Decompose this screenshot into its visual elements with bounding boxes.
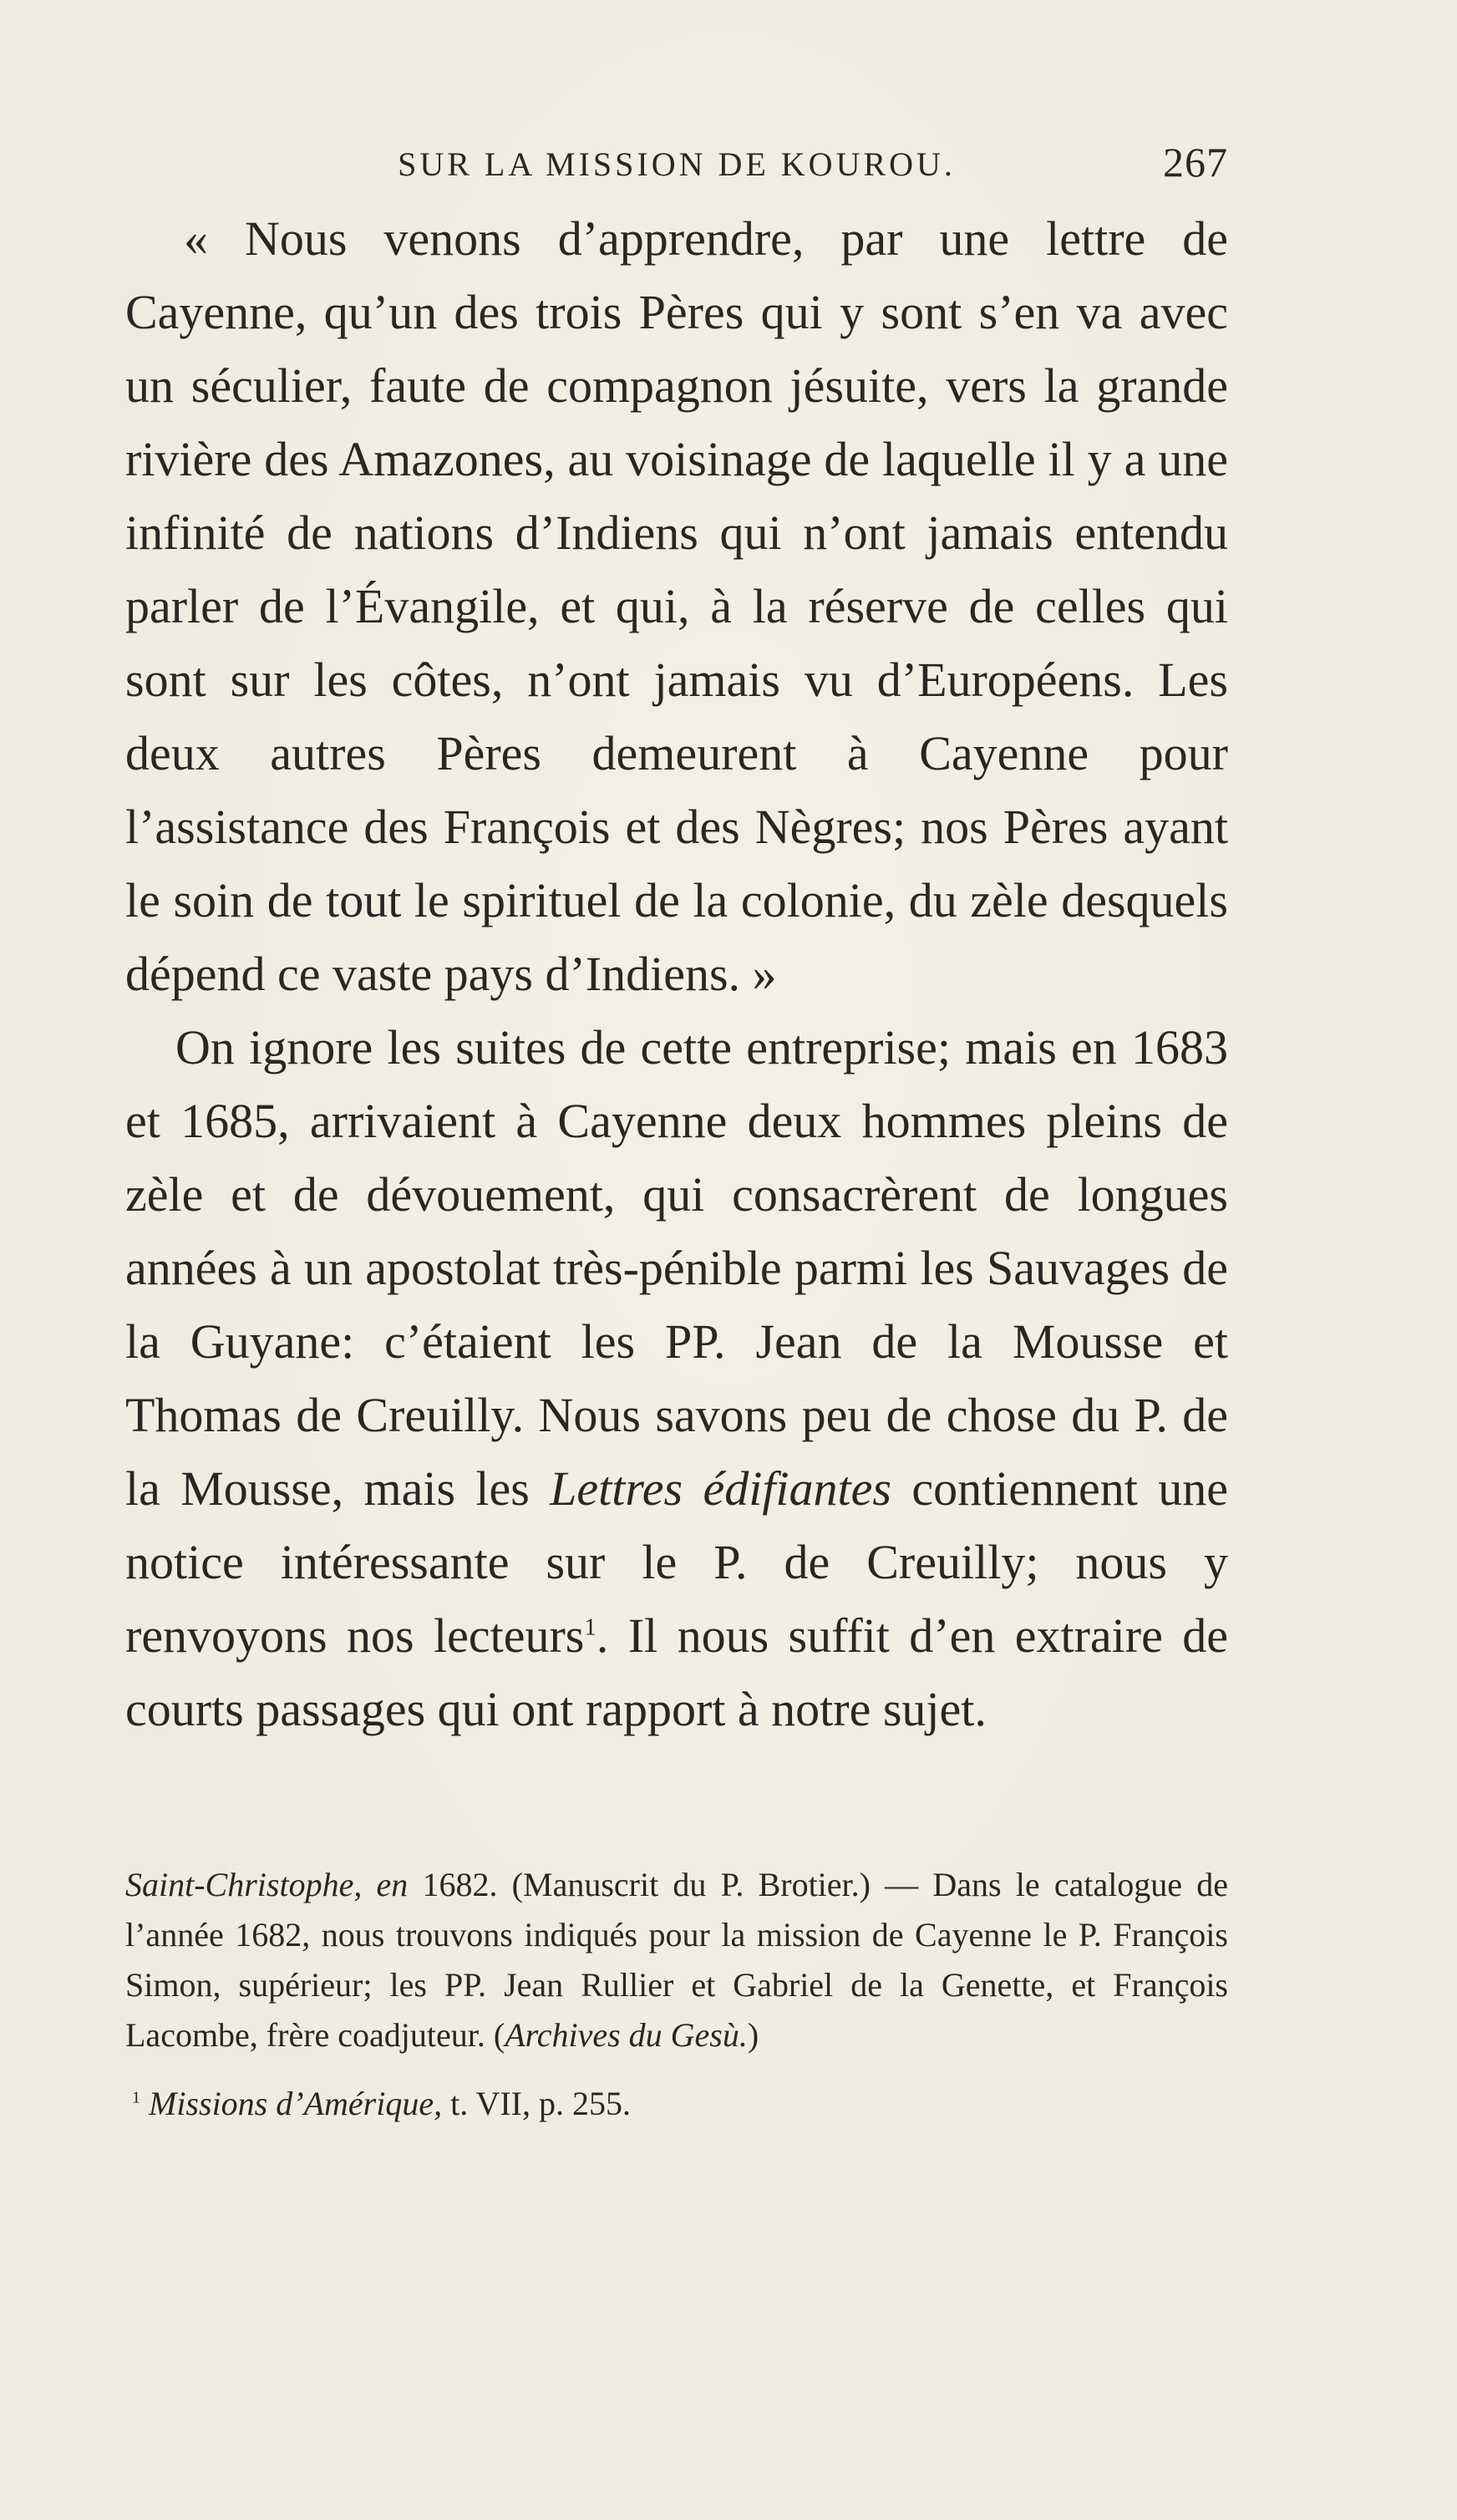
footnote-italic: Missions d’Amérique, <box>149 2085 443 2122</box>
main-text <box>125 202 1228 1746</box>
footnote-italic: Saint-Christophe, en <box>125 1866 409 1903</box>
page-number: 267 <box>1163 139 1228 185</box>
paragraph-quotation: « Nous venons d’apprendre, par une lettre de Cayenne, qu’un des trois Pères qui y sont s’en va avec un séculier, faute de compagnon jésuite, vers la grande rivière des Amazones, au voisinage de laquelle il y a une infinité de nations d’Indiens qui n’ont jamais entendu parler de l’Évangile, et qui, à la réserve de celles qui sont sur les côtes, n’ont jamais vu d’Européens. Les deux autres Pères demeurent à Cayenne pour l’assistance des François et des Nègres; nos Pères ayant le soin de tout le spirituel de la colonie, du zèle desquels dépend ce vaste pays d’Indiens. » <box>125 211 1228 1001</box>
footnote-text: 1682. (Manuscrit du P. Brotier.) — Dans le catalogue de l’année 1682, nous trouvons indiqués pour la mission de Cayenne le P. François Simon, supérieur; les PP. Jean Rullier et Gabriel de la Genette, et François Lacombe, frère coadjuteur. ( <box>125 1866 1229 2054</box>
footnote-reference: 1 <box>584 1613 597 1641</box>
running-title: SUR LA MISSION DE KOUROU. <box>398 145 956 183</box>
footnote-text: t. VII, p. 255. <box>442 2085 631 2122</box>
footnote-italic: Archives du Gesù. <box>505 2016 748 2054</box>
paragraph-text: On ignore les suites de cette entreprise; mais en 1683 et 1685, arrivaient à Cayenne deux hommes pleins de zèle et de dévouement, qui consacrèrent de longues années à un apostolat très-pénible parmi les Sauvages de la Guyane: c’étaient les PP. Jean de la Mousse et Thomas de Creuilly. Nous savons peu de chose du P. de la Mousse, mais les <box>125 1020 1228 1516</box>
running-head <box>125 138 1228 188</box>
footnote-continued <box>125 1860 1228 2060</box>
footnote-number: 1 <box>132 2088 140 2107</box>
paragraph-text: contiennent une notice intéressante sur le P. de Creuilly; nous y renvoyons nos lecteurs <box>125 1461 1228 1663</box>
footnote-1 <box>125 2079 1228 2129</box>
paragraph-narrative <box>125 1011 1228 1746</box>
paragraph-text: . Il nous suffit d’en extraire de courts passages qui ont rapport à notre sujet. <box>125 1608 1228 1736</box>
book-title-italic: Lettres édifiantes <box>550 1461 891 1516</box>
footnote-text: ) <box>747 2016 759 2054</box>
footnotes <box>125 1860 1228 2129</box>
